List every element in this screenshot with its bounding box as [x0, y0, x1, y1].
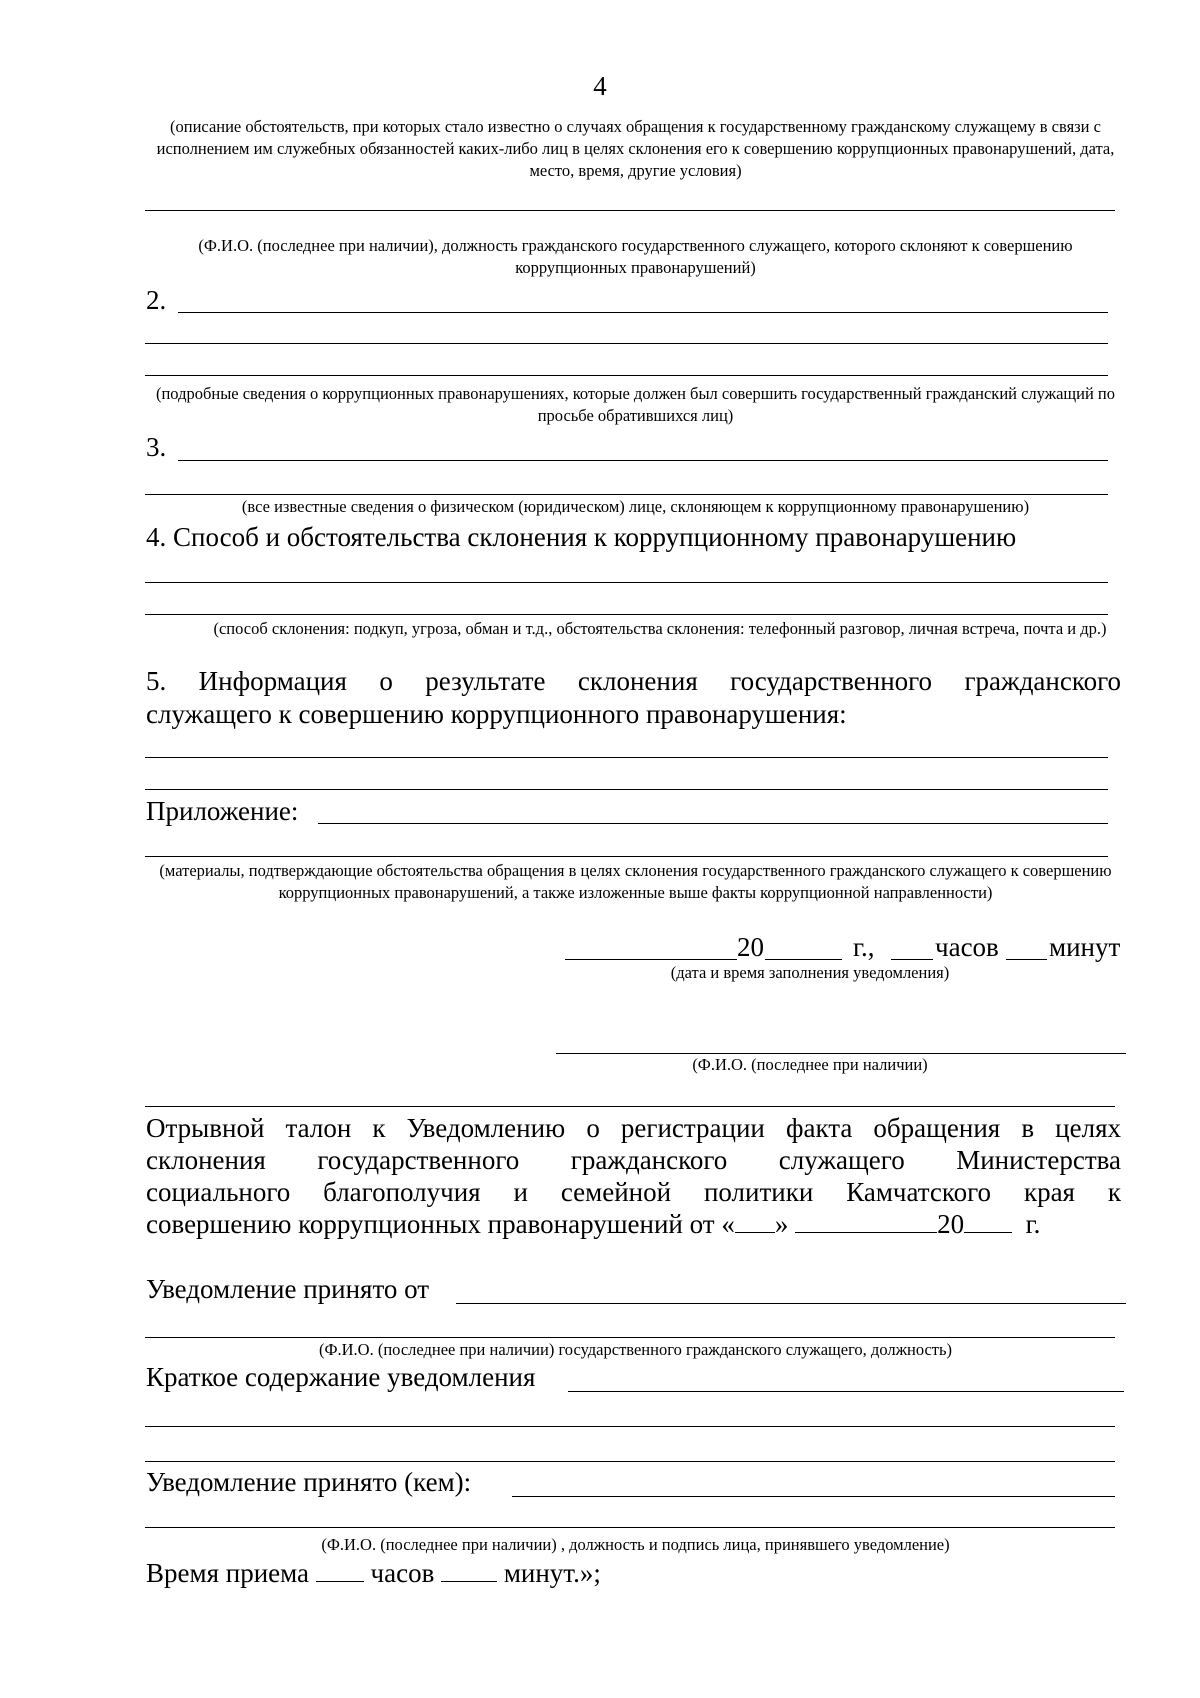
caption-official: (Ф.И.О. (последнее при наличии), должность гражданского государственного служащего, которого склоняют к совершению коррупционных правонарушений) — [198, 236, 1073, 277]
reception-time-label: Время приема — [146, 1558, 310, 1588]
date-year-prefix: 20 — [737, 932, 764, 962]
field-reception-minutes[interactable] — [441, 1559, 497, 1582]
caption-signature: (Ф.И.О. (последнее при наличии) — [692, 1055, 928, 1074]
tear-off-line-4-a: совершению коррупционных правонарушений от « — [146, 1209, 735, 1239]
caption-section-4: (способ склонения: подкуп, угроза, обман и т.д., обстоятельства склонения: телефонный разговор, личная встреча, почта и др.) — [213, 619, 1107, 638]
field-summary-1[interactable] — [568, 1391, 1124, 1392]
tear-off-line-4 — [146, 1208, 1040, 1240]
tear-off-line-4-d: г. — [1025, 1209, 1041, 1239]
tear-off-line-1: Отрывной талон к Уведомлению о регистрации факта обращения в целях — [146, 1113, 1121, 1143]
reception-hours-label: часов — [370, 1558, 435, 1588]
field-section-3-line-2[interactable] — [145, 494, 1108, 495]
field-section-2-line-1[interactable] — [178, 312, 1108, 313]
hours-label: часов — [935, 932, 999, 962]
field-received-from-1[interactable] — [456, 1303, 1126, 1304]
caption-datetime: (дата и время заполнения уведомления) — [670, 963, 950, 982]
field-circumstances-line[interactable] — [145, 210, 1115, 211]
caption-received-from: (Ф.И.О. (последнее при наличии) государственного гражданского служащего, должность) — [318, 1340, 953, 1359]
tear-off-separator — [145, 1106, 1115, 1107]
date-year-suffix: г., — [853, 932, 875, 962]
section-5-heading-line-1: 5. Информация о результате склонения государственного гражданского — [146, 666, 1121, 696]
field-section-5-line-1[interactable] — [145, 757, 1108, 758]
reception-time — [146, 1557, 601, 1589]
minutes-label: минут — [1049, 932, 1121, 962]
page-number: 4 — [593, 71, 607, 101]
field-tear-off-day[interactable] — [735, 1210, 775, 1233]
field-received-by-2[interactable] — [145, 1527, 1115, 1528]
section-4-heading: 4. Способ и обстоятельства склонения к коррупционному правонарушению — [146, 522, 1017, 552]
caption-section-2: (подробные сведения о коррупционных правонарушениях, которые должен был совершить государственный гражданский служащий по просьбе обратившихся лиц) — [155, 384, 1115, 425]
tear-off-line-4-b: » — [774, 1209, 789, 1239]
field-attachment-line-2[interactable] — [145, 856, 1108, 857]
field-summary-3[interactable] — [145, 1461, 1115, 1462]
section-3-number: 3. — [146, 432, 167, 462]
field-attachment-line-1[interactable] — [318, 823, 1108, 824]
field-section-3-line-1[interactable] — [178, 460, 1108, 461]
tear-off-line-2: склонения государственного гражданского служащего Министерства — [146, 1145, 1121, 1175]
summary-label: Краткое содержание уведомления — [146, 1362, 536, 1392]
field-minutes[interactable] — [1006, 959, 1047, 960]
caption-received-by: (Ф.И.О. (последнее при наличии) , должность и подпись лица, принявшего уведомление) — [321, 1535, 950, 1554]
field-section-2-line-2[interactable] — [145, 343, 1108, 344]
caption-attachment: (материалы, подтверждающие обстоятельства обращения в целях склонения государственного гражданского служащего к совершению коррупционных правонарушений, а также изложенные выше факты коррупционной направленности) — [159, 861, 1112, 902]
field-received-from-2[interactable] — [145, 1337, 1115, 1338]
field-hours[interactable] — [891, 959, 933, 960]
field-received-by-1[interactable] — [512, 1496, 1115, 1497]
section-5-heading — [146, 665, 1121, 697]
field-tear-off-month[interactable] — [795, 1210, 937, 1233]
field-section-5-line-2[interactable] — [145, 789, 1108, 790]
reception-minutes-label: минут.»; — [503, 1558, 601, 1588]
attachment-label: Приложение: — [146, 796, 299, 826]
field-summary-2[interactable] — [145, 1426, 1115, 1427]
field-section-2-line-3[interactable] — [145, 375, 1108, 376]
tear-off-line-3: социального благополучия и семейной политики Камчатского края к — [146, 1177, 1121, 1207]
caption-section-3: (все известные сведения о физическом (юридическом) лице, склоняющем к коррупционному правонарушению) — [241, 497, 1030, 516]
field-tear-off-year[interactable] — [964, 1210, 1012, 1233]
tear-off-line-4-c: 20 — [937, 1209, 965, 1239]
section-5-heading-line-2: служащего к совершению коррупционного правонарушения: — [146, 699, 847, 729]
tear-off-paragraph — [146, 1112, 1121, 1208]
field-section-4-line-1[interactable] — [145, 582, 1108, 583]
section-2-number: 2. — [146, 285, 167, 315]
field-date-day-month[interactable] — [565, 959, 737, 960]
field-reception-hours[interactable] — [316, 1559, 364, 1582]
received-from-label: Уведомление принято от — [146, 1274, 430, 1304]
caption-circumstances: (описание обстоятельств, при которых стало известно о случаях обращения к государственному гражданскому служащему в связи с исполнением им служебных обязанностей каких-либо лиц в целях склонения его к совершению коррупционных правонарушений, дата, место, время, другие условия) — [156, 117, 1115, 180]
field-date-year[interactable] — [765, 959, 842, 960]
received-by-label: Уведомление принято (кем): — [146, 1467, 472, 1497]
field-section-4-line-2[interactable] — [145, 614, 1108, 615]
